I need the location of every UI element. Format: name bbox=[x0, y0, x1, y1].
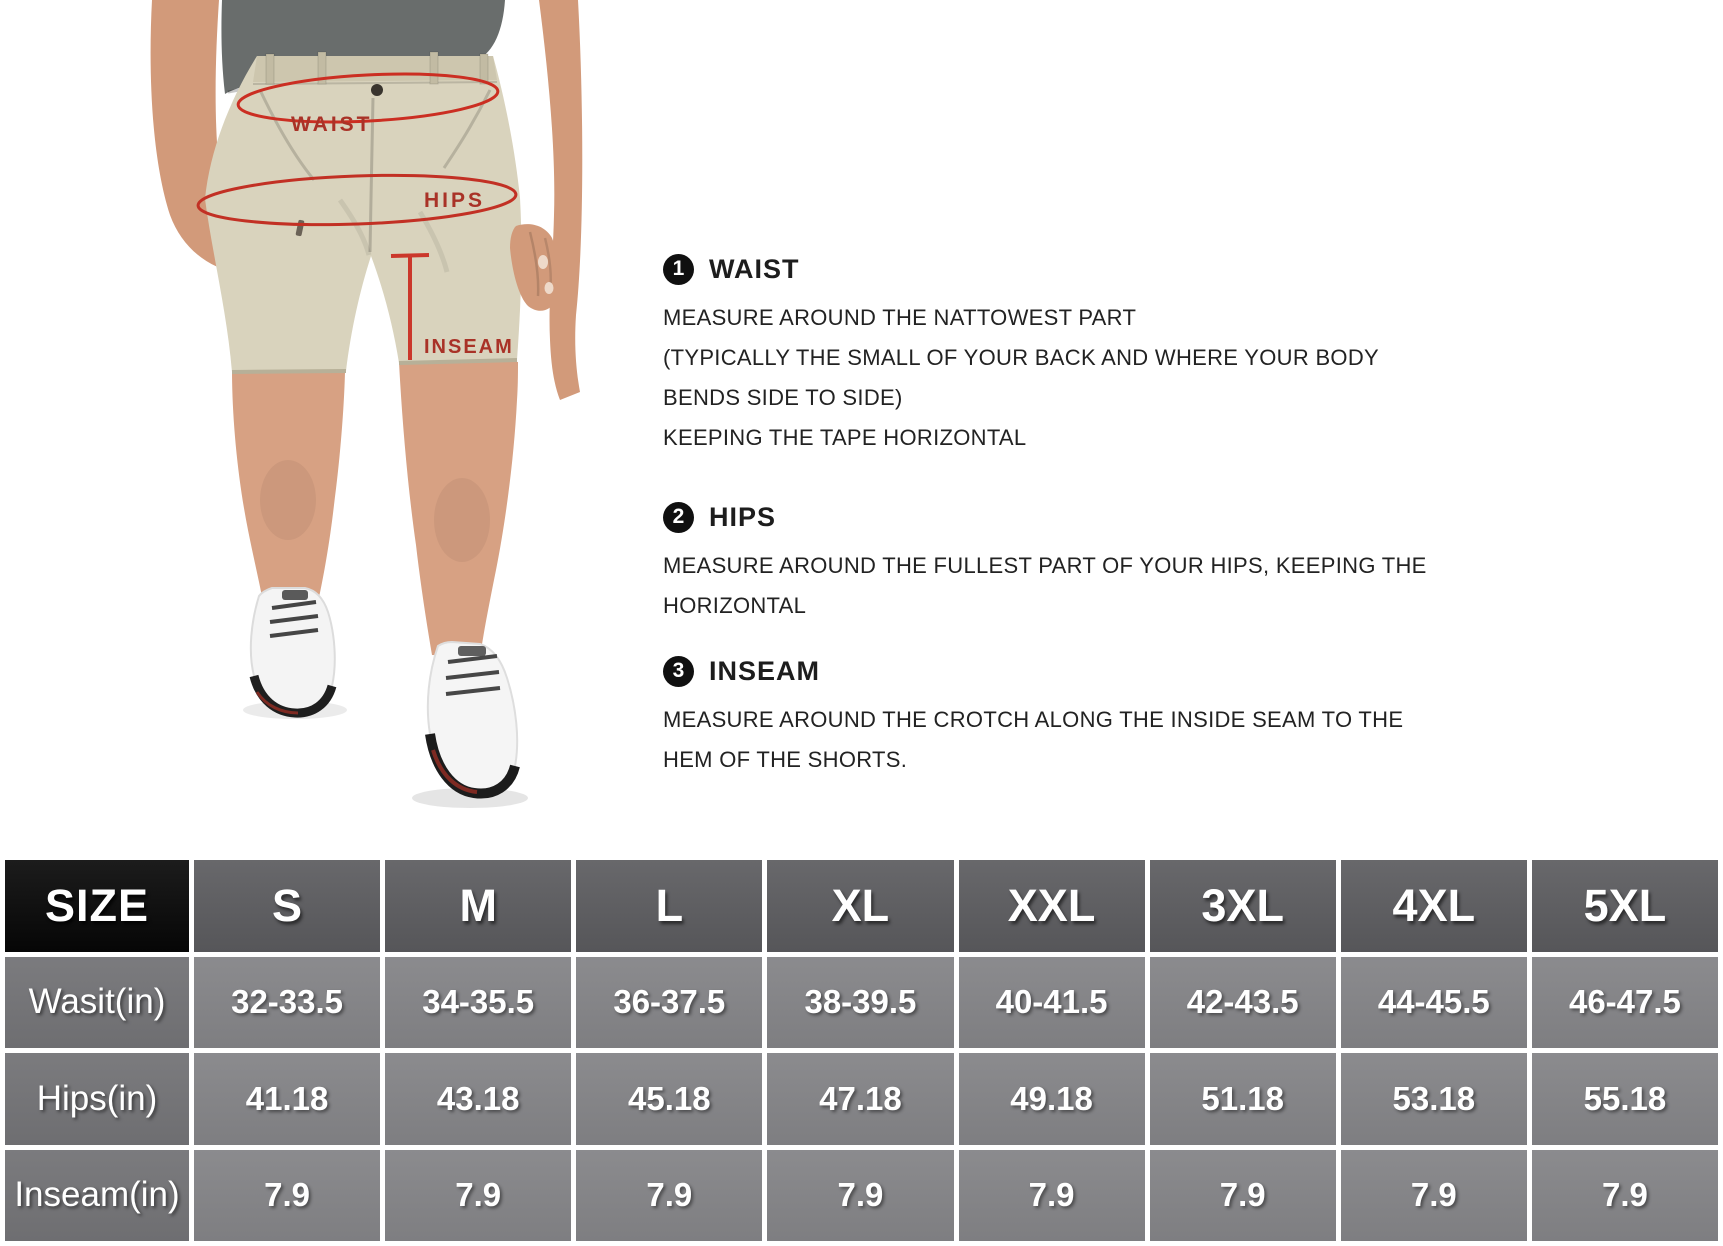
table-cell: 49.18 bbox=[959, 1053, 1145, 1145]
instruction-line: MEASURE AROUND THE FULLEST PART OF YOUR HIPS, KEEPING THE bbox=[663, 553, 1427, 578]
table-header-m: M bbox=[385, 860, 571, 952]
table-cell: 51.18 bbox=[1150, 1053, 1336, 1145]
instruction-title: INSEAM bbox=[709, 655, 821, 686]
number-2-badge: 2 bbox=[663, 502, 694, 533]
instruction-line: KEEPING THE TAPE HORIZONTAL bbox=[663, 425, 1027, 450]
instruction-section-inseam bbox=[663, 650, 1404, 780]
measurement-instructions bbox=[663, 240, 1427, 780]
inseam-top-bar bbox=[391, 255, 429, 256]
table-header-xl: XL bbox=[767, 860, 953, 952]
instruction-heading bbox=[663, 650, 1363, 692]
number-1-badge: 1 bbox=[663, 254, 694, 285]
instruction-section-waist bbox=[663, 248, 1379, 458]
table-cell: 43.18 bbox=[385, 1053, 571, 1145]
button bbox=[371, 84, 383, 96]
table-cell: 55.18 bbox=[1532, 1053, 1718, 1145]
table-cell: 7.9 bbox=[576, 1150, 762, 1242]
table-cell: 45.18 bbox=[576, 1053, 762, 1145]
table-header-l: L bbox=[576, 860, 762, 952]
table-cell: 7.9 bbox=[194, 1150, 380, 1242]
instruction-title: WAIST bbox=[709, 253, 800, 284]
table-header-5xl: 5XL bbox=[1532, 860, 1718, 952]
table-cell: 7.9 bbox=[385, 1150, 571, 1242]
inseam-annotation-label: INSEAM bbox=[424, 336, 514, 358]
instruction-heading bbox=[663, 248, 1363, 290]
model-photo bbox=[0, 0, 600, 860]
instruction-line: MEASURE AROUND THE NATTOWEST PART bbox=[663, 305, 1137, 330]
table-cell: 36-37.5 bbox=[576, 957, 762, 1049]
table-cell: 7.9 bbox=[959, 1150, 1145, 1242]
table-cell: 32-33.5 bbox=[194, 957, 380, 1049]
row-label-hips: Hips(in) bbox=[5, 1053, 189, 1145]
table-cell: 34-35.5 bbox=[385, 957, 571, 1049]
table-cell: 7.9 bbox=[767, 1150, 953, 1242]
table-cell: 47.18 bbox=[767, 1053, 953, 1145]
table-header-4xl: 4XL bbox=[1341, 860, 1527, 952]
instruction-section-hips bbox=[663, 496, 1427, 626]
table-cell: 42-43.5 bbox=[1150, 957, 1336, 1049]
instruction-line: BENDS SIDE TO SIDE) bbox=[663, 385, 903, 410]
row-label-waist: Wasit(in) bbox=[5, 957, 189, 1049]
hips-annotation-label: HIPS bbox=[424, 189, 486, 212]
instruction-title: HIPS bbox=[709, 501, 777, 532]
table-header-xxl: XXL bbox=[959, 860, 1145, 952]
table-cell: 40-41.5 bbox=[959, 957, 1145, 1049]
instruction-line: HEM OF THE SHORTS. bbox=[663, 747, 908, 772]
table-cell: 38-39.5 bbox=[767, 957, 953, 1049]
table-cell: 7.9 bbox=[1532, 1150, 1718, 1242]
table-cell: 46-47.5 bbox=[1532, 957, 1718, 1049]
instruction-line: (TYPICALLY THE SMALL OF YOUR BACK AND WHERE YOUR BODY bbox=[663, 345, 1379, 370]
instruction-line: MEASURE AROUND THE CROTCH ALONG THE INSIDE SEAM TO THE bbox=[663, 707, 1404, 732]
size-table bbox=[0, 855, 1723, 1246]
right-arm bbox=[539, 0, 582, 400]
waist-annotation-label: WAIST bbox=[291, 113, 373, 136]
instruction-heading bbox=[663, 496, 1363, 538]
instruction-line: HORIZONTAL bbox=[663, 593, 807, 618]
table-header-size: SIZE bbox=[5, 860, 189, 952]
table-header-3xl: 3XL bbox=[1150, 860, 1336, 952]
table-cell: 44-45.5 bbox=[1341, 957, 1527, 1049]
table-cell: 41.18 bbox=[194, 1053, 380, 1145]
table-cell: 7.9 bbox=[1150, 1150, 1336, 1242]
row-label-inseam: Inseam(in) bbox=[5, 1150, 189, 1242]
table-header-s: S bbox=[194, 860, 380, 952]
number-3-badge: 3 bbox=[663, 656, 694, 687]
table-cell: 53.18 bbox=[1341, 1053, 1527, 1145]
table-cell: 7.9 bbox=[1341, 1150, 1527, 1242]
